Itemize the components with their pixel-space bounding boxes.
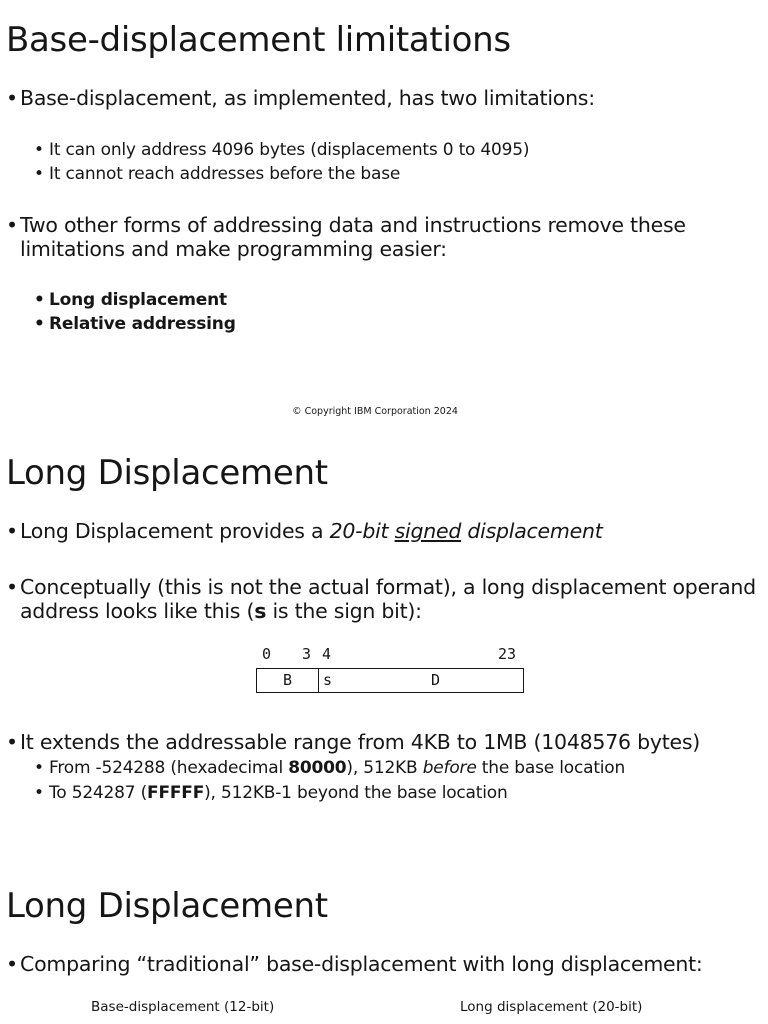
text-run: To 524287 ( (49, 783, 148, 803)
italic-text: 20-bit (329, 519, 395, 543)
caption-long-displacement: Long displacement (20-bit) (460, 999, 643, 1015)
bullet-text: Long displacement (49, 290, 227, 310)
bullet-text: Relative addressing (49, 314, 236, 334)
underlined-italic-text: signed (394, 519, 462, 543)
bullet-dot: • (6, 952, 18, 976)
bit-position-label: 23 (498, 645, 517, 663)
bold-text: s (254, 599, 267, 623)
text-run: ), 512KB-1 beyond the base location (204, 783, 508, 803)
text-run: is the sign bit): (266, 599, 422, 623)
bullet-dot: • (34, 783, 44, 803)
bullet-text: limitations and make programming easier: (20, 237, 447, 261)
slide1-title: Base-displacement limitations (6, 20, 511, 60)
bullet-dot: • (34, 140, 44, 160)
bullet-text: It can only address 4096 bytes (displacements 0 to 4095) (49, 140, 530, 160)
caption-base-displacement: Base-displacement (12-bit) (91, 999, 275, 1015)
bullet-text (49, 756, 625, 780)
bullet-dot: • (6, 730, 18, 754)
field-divider (318, 669, 319, 692)
bullet-dot: • (6, 86, 18, 110)
text-run: address looks like this ( (20, 599, 255, 623)
slide2-title: Long Displacement (6, 453, 328, 493)
bullet-dot: • (6, 213, 18, 237)
bit-position-label: 4 (322, 645, 332, 663)
slide3-title: Long Displacement (6, 886, 328, 926)
field-d-label: D (431, 671, 441, 689)
bold-text: FFFFF (147, 783, 205, 803)
field-b-label: B (283, 671, 293, 689)
bullet-text (49, 781, 508, 805)
bullet-text: Comparing “traditional” base-displacement with long displacement: (20, 952, 703, 976)
bullet-dot: • (6, 519, 18, 543)
bit-position-label: 0 (262, 645, 272, 663)
bullet-text (20, 519, 603, 544)
copyright-notice: © Copyright IBM Corporation 2024 (292, 406, 458, 417)
field-s-label: s (323, 671, 333, 689)
text-run: Long Displacement provides a (20, 519, 330, 543)
text-run: ), 512KB (346, 758, 423, 778)
bullet-text (20, 599, 422, 624)
bold-text: 80000 (288, 758, 347, 778)
italic-text: displacement (461, 519, 603, 543)
bullet-dot: • (6, 575, 18, 599)
bullet-dot: • (34, 758, 44, 778)
bullet-text: Two other forms of addressing data and instructions remove these (20, 213, 686, 237)
italic-text: before (422, 758, 477, 778)
text-run: the base location (476, 758, 626, 778)
bullet-dot: • (34, 314, 45, 334)
text-run: From -524288 (hexadecimal (49, 758, 289, 778)
bullet-text: Base-displacement, as implemented, has two limitations: (20, 86, 595, 110)
bullet-dot: • (34, 290, 45, 310)
bullet-text: Conceptually (this is not the actual format), a long displacement operand (20, 575, 756, 599)
bit-position-label: 3 (302, 645, 312, 663)
format-box (256, 668, 524, 693)
bullet-text: It extends the addressable range from 4KB to 1MB (1048576 bytes) (20, 730, 701, 754)
bullet-text: It cannot reach addresses before the base (49, 164, 401, 184)
bullet-dot: • (34, 164, 44, 184)
